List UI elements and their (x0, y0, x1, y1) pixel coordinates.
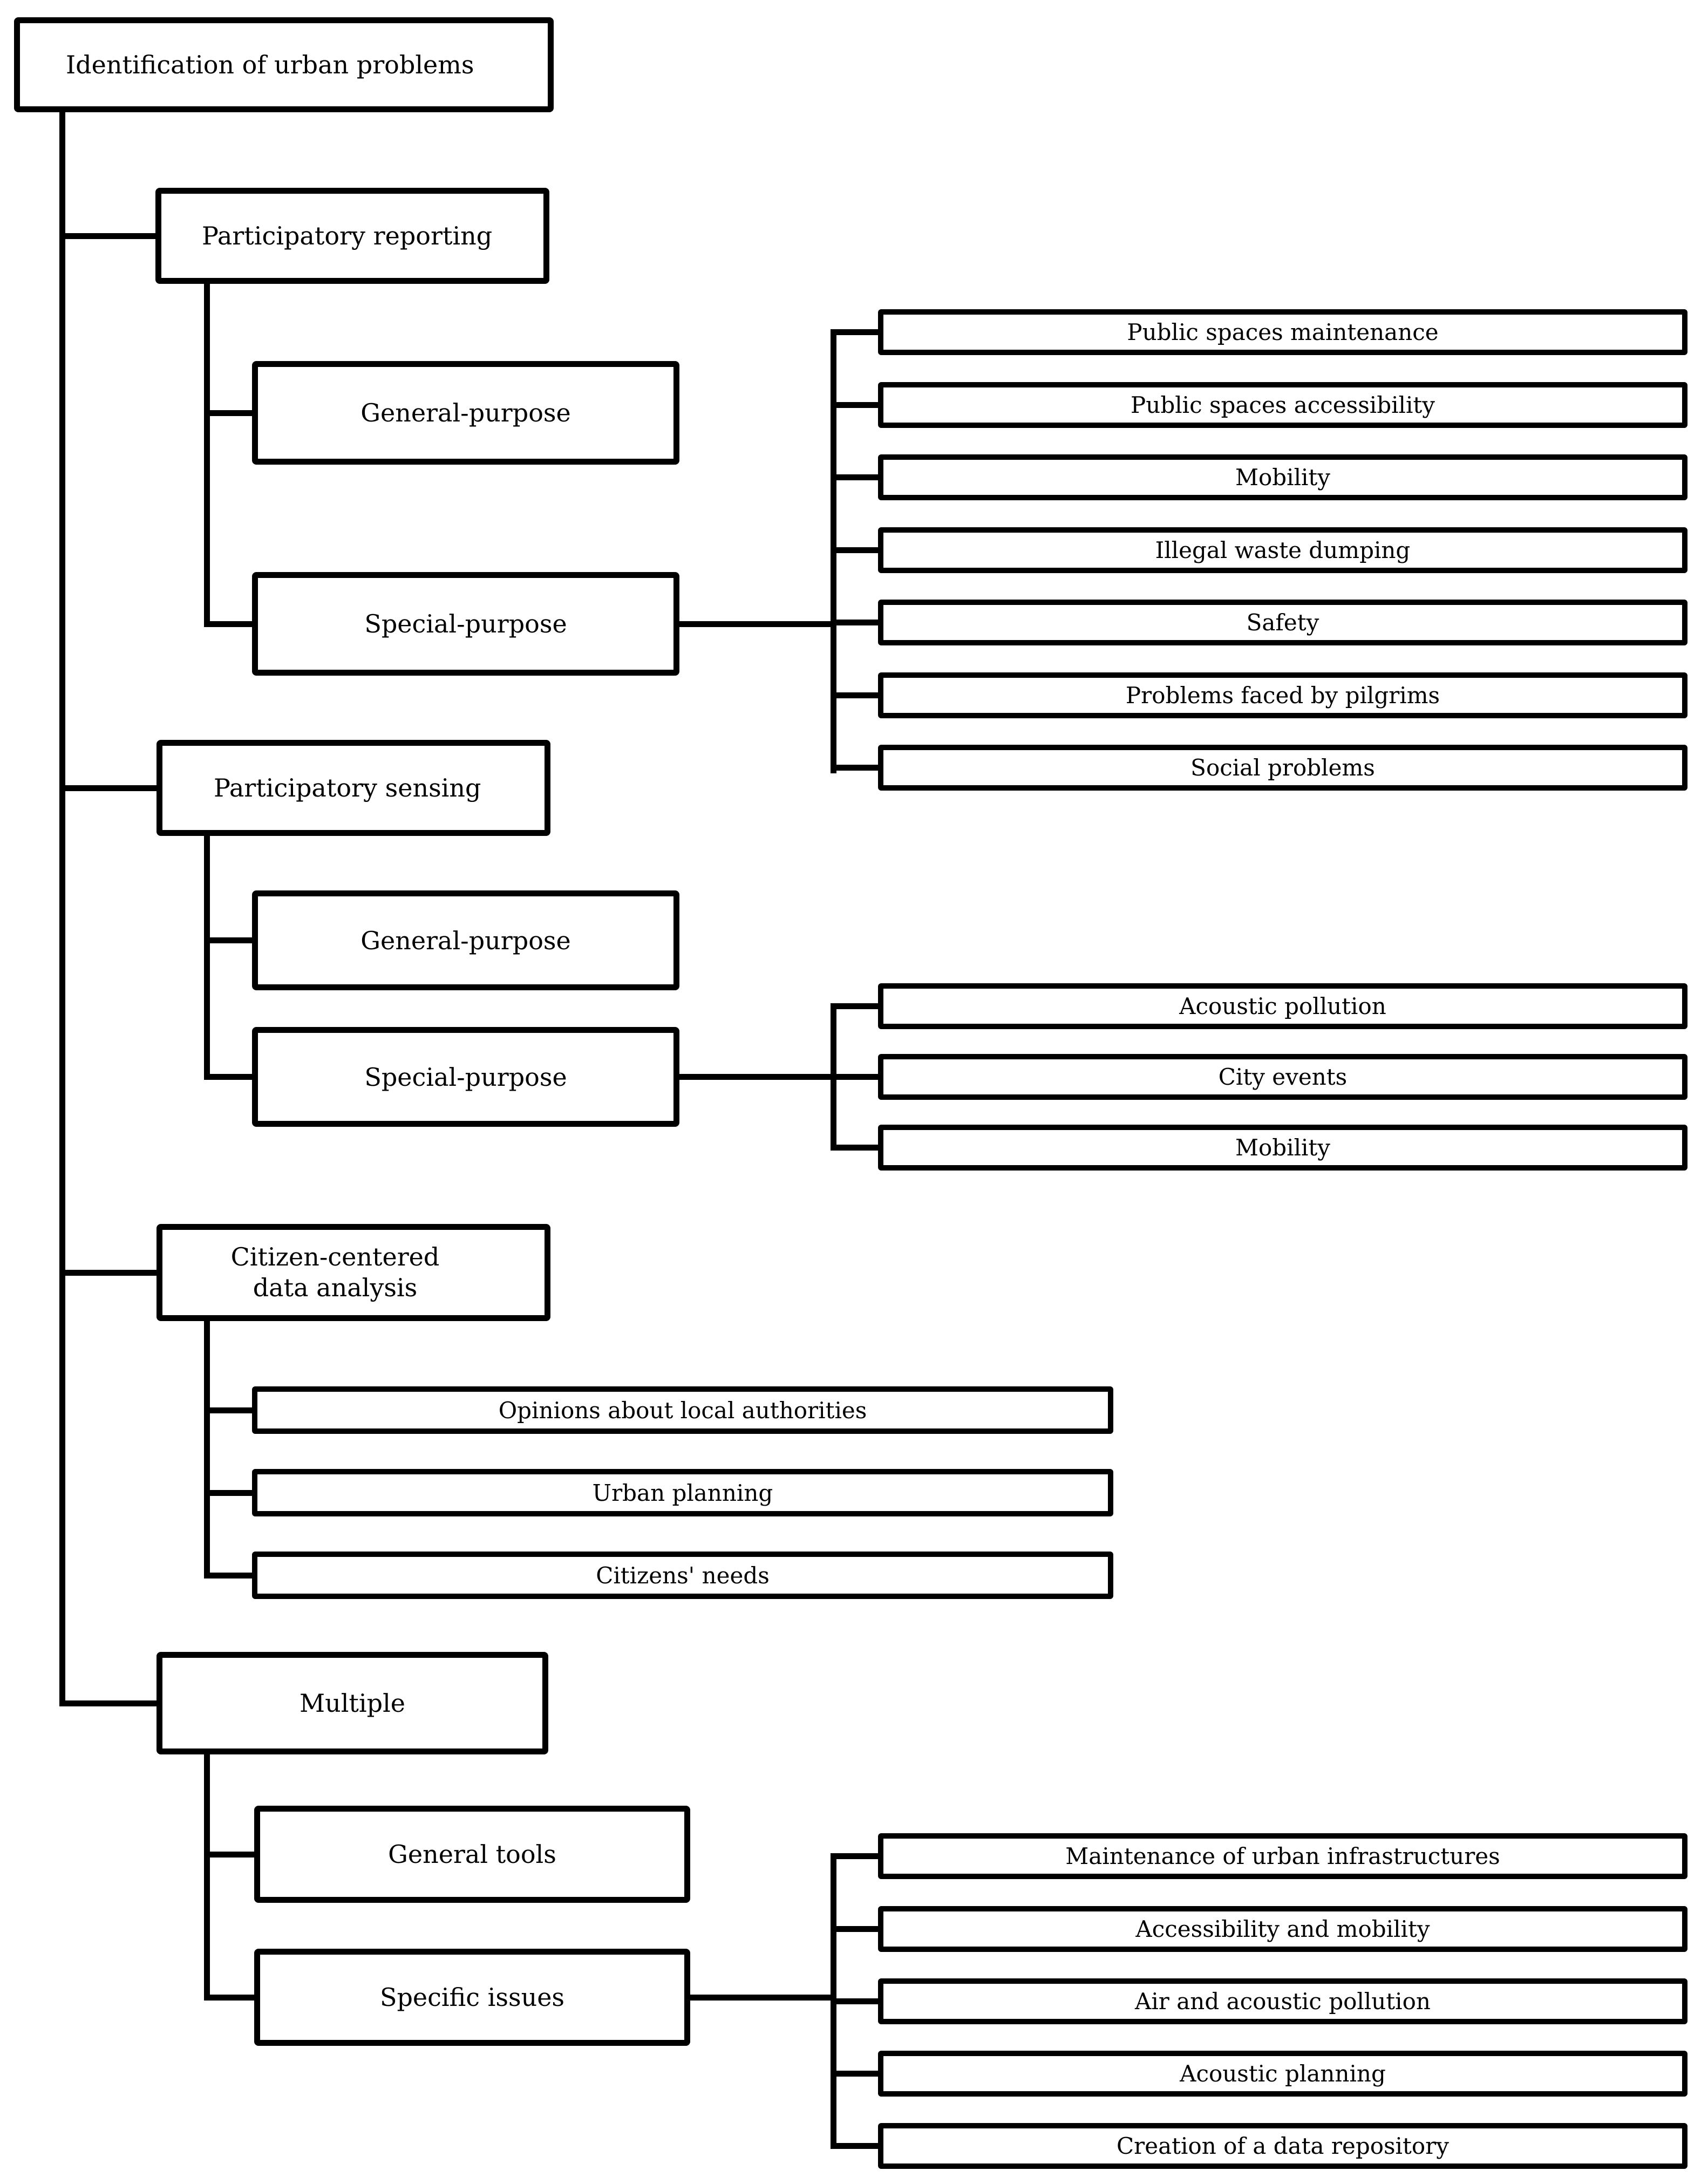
leaf-social-problems (878, 745, 1687, 791)
leaf-label: Creation of a data repository (1117, 2133, 1449, 2159)
node-participatory-sensing (156, 740, 550, 836)
leaf-urban-planning (252, 1469, 1113, 1516)
connector-citizen-spine (204, 1318, 210, 1578)
leaf-opinions-about-local-authorities (252, 1386, 1113, 1434)
leaf-label: Public spaces accessibility (1131, 392, 1435, 418)
node-reporting-general-purpose (252, 361, 679, 465)
connector-stub-general-tools (204, 1852, 257, 1858)
leaf-mobility-sensing (878, 1125, 1687, 1171)
connector-leaf-stub (831, 765, 882, 771)
connector-leaf-stub (831, 474, 882, 480)
connector-leaf-stub (831, 2143, 882, 2149)
leaf-label: Citizens' needs (596, 1562, 770, 1589)
connector-root-spine (59, 108, 65, 1706)
leaf-label: Urban planning (592, 1479, 773, 1506)
node-label: General-purpose (360, 398, 571, 427)
node-citizen-centered-data-analysis (156, 1224, 550, 1321)
leaf-citizens-needs (252, 1552, 1113, 1599)
node-reporting-special-purpose (252, 572, 679, 676)
connector-leaf-stub (831, 2071, 882, 2077)
leaf-maintenance-of-urban-infrastructures (878, 1833, 1687, 1879)
node-root (14, 17, 554, 112)
node-label: Special-purpose (364, 609, 567, 638)
leaf-label: Public spaces maintenance (1127, 319, 1439, 345)
connector-leaf-stub (831, 692, 882, 698)
leaf-label: Problems faced by pilgrims (1125, 682, 1440, 709)
node-general-tools (254, 1806, 690, 1903)
leaf-label: Maintenance of urban infrastructures (1065, 1843, 1500, 1869)
connector-leaf-stub (831, 620, 882, 625)
leaf-label: Mobility (1235, 1134, 1331, 1161)
leaf-label: Safety (1246, 609, 1319, 636)
node-specific-issues (254, 1949, 690, 2046)
leaf-public-spaces-maintenance (878, 309, 1687, 355)
connector-branch-citizen (59, 1270, 160, 1276)
leaf-problems-faced-by-pilgrims (878, 672, 1687, 718)
node-label: General tools (388, 1840, 556, 1869)
node-label: Participatory sensing (214, 773, 481, 802)
leaf-acoustic-planning (878, 2051, 1687, 2097)
leaf-accessibility-and-mobility (878, 1906, 1687, 1952)
connector-multiple-spine (204, 1751, 210, 2000)
connector-stub-sensing-general (204, 937, 255, 943)
leaf-illegal-waste-dumping (878, 527, 1687, 573)
connector-leaf-stub (204, 1407, 255, 1413)
connector-reporting-special-out (677, 621, 836, 627)
leaf-label: Social problems (1190, 754, 1375, 781)
node-multiple (156, 1652, 548, 1754)
connector-leaf-stub (831, 1998, 882, 2004)
node-sensing-special-purpose (252, 1027, 679, 1127)
node-label: Specific issues (379, 1983, 565, 2012)
connector-branch-multiple (59, 1700, 162, 1706)
connector-branch-sensing (59, 785, 160, 791)
node-label: Special-purpose (364, 1062, 567, 1092)
leaf-label: Acoustic pollution (1179, 993, 1386, 1019)
connector-sensing-spine (204, 833, 210, 1079)
connector-leaf-stub (831, 329, 882, 335)
connector-sensing-special-out (677, 1074, 836, 1080)
node-label: Identification of urban problems (66, 50, 474, 79)
connector-stub-reporting-special (204, 621, 255, 627)
leaf-safety (878, 600, 1687, 645)
leaf-air-and-acoustic-pollution (878, 1978, 1687, 2024)
leaf-label: Accessibility and mobility (1135, 1916, 1430, 1942)
leaf-acoustic-pollution (878, 983, 1687, 1029)
connector-stub-sensing-special (204, 1074, 255, 1080)
connector-leaf-stub (204, 1573, 255, 1579)
connector-leaf-stub (831, 1853, 882, 1859)
connector-leaf-stub (831, 1926, 882, 1932)
connector-leaf-stub (831, 1003, 882, 1009)
connector-leaf-stub (831, 547, 882, 553)
leaf-creation-of-a-data-repository (878, 2123, 1687, 2169)
node-label: Citizen-centered data analysis (230, 1242, 440, 1302)
leaf-public-spaces-accessibility (878, 382, 1687, 428)
leaf-label: Air and acoustic pollution (1135, 1988, 1431, 2015)
connector-stub-specific-issues (204, 1995, 257, 2001)
node-sensing-general-purpose (252, 890, 679, 990)
leaf-city-events (878, 1054, 1687, 1100)
leaf-label: Opinions about local authorities (498, 1397, 867, 1424)
connector-stub-reporting-general (204, 410, 255, 416)
connector-leaf-stub (204, 1490, 255, 1496)
node-participatory-reporting (155, 188, 549, 284)
node-label: Participatory reporting (202, 221, 493, 250)
connector-branch-reporting (59, 233, 159, 239)
connector-leaf-stub (831, 1145, 882, 1151)
connector-leaf-stub (831, 402, 882, 408)
leaf-label: Illegal waste dumping (1155, 537, 1411, 563)
leaf-label: City events (1218, 1064, 1348, 1090)
node-label: Multiple (299, 1689, 406, 1718)
connector-reporting-spine (204, 281, 210, 627)
node-label: General-purpose (360, 926, 571, 955)
leaf-label: Mobility (1235, 464, 1331, 491)
connector-leaf-stub (831, 1074, 882, 1080)
leaf-label: Acoustic planning (1180, 2060, 1386, 2087)
leaf-mobility-reporting (878, 454, 1687, 500)
connector-specific-issues-out (688, 1995, 836, 2001)
